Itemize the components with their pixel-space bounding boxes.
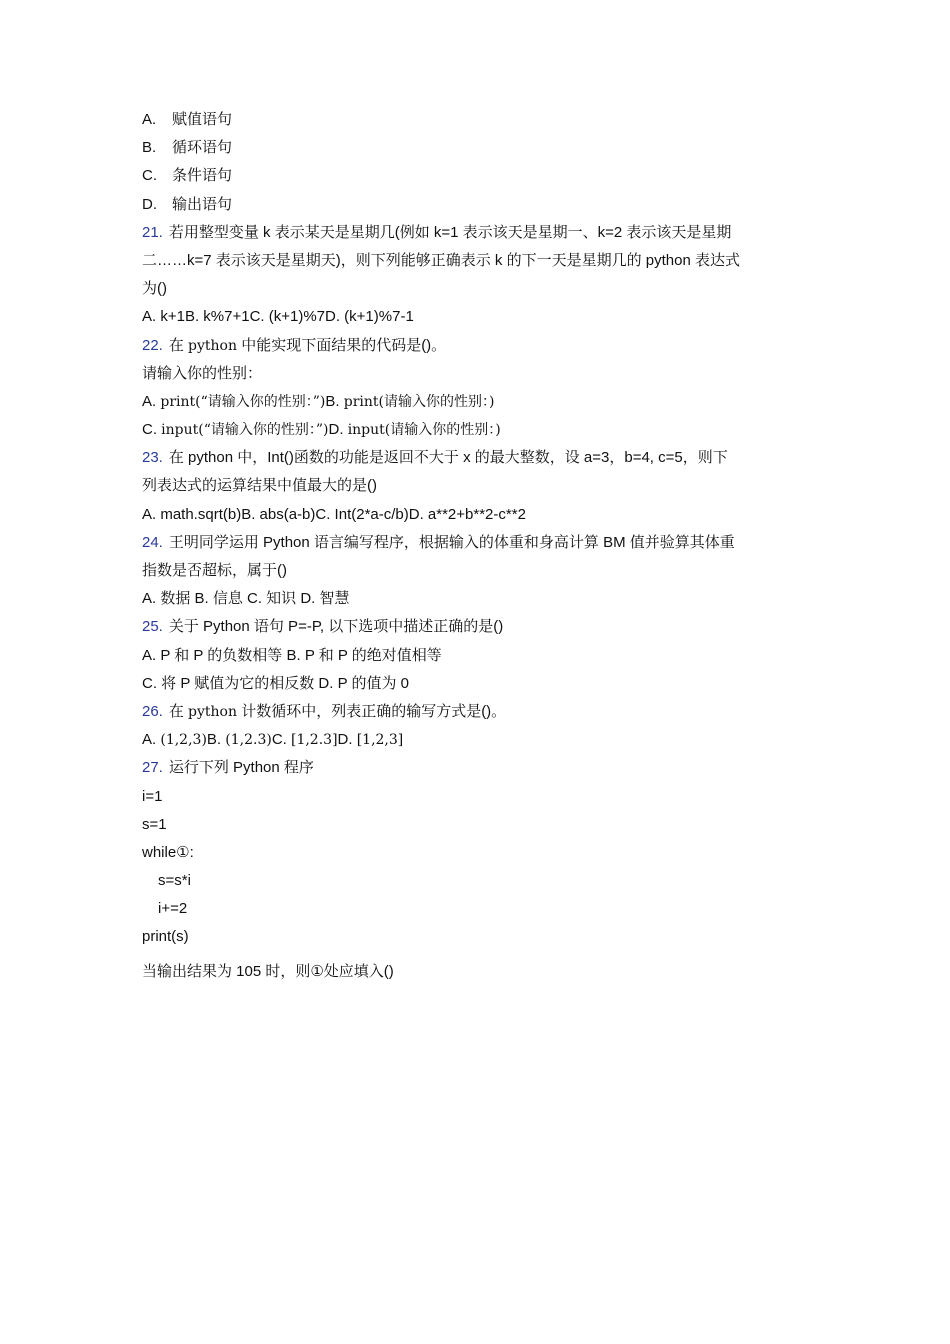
question-21-line-3: 为() bbox=[142, 280, 167, 298]
question-21-line-1: 21. 若用整型变量 k 表示某天是星期几(例如 k=1 表示该天是星期一、k=2 表示该天是星期 bbox=[142, 223, 732, 241]
question-number: 21. bbox=[142, 223, 163, 241]
question-number: 25. bbox=[142, 618, 163, 636]
question-23-options: A. math.sqrt(b)B. abs(a-b)C. Int(2*a-c/b)D. a**2+b**2-c**2 bbox=[142, 505, 526, 523]
question-25-stem: 25. 关于 Python 语句 P=-P, 以下选项中描述正确的是() bbox=[142, 618, 504, 636]
question-26-options: A. (1,2,3)B. (1,2.3)C. [1,2.3]D. [1,2,3] bbox=[142, 731, 404, 749]
code-line: i+=2 bbox=[158, 900, 188, 918]
code-line: print(s) bbox=[142, 928, 189, 946]
option-b: B. 循环语句 bbox=[142, 139, 233, 157]
question-23-line-1: 23. 在 python 中，Int()函数的功能是返回不大于 x 的最大整数，设 a=3，b=4, c=5，则下 bbox=[142, 449, 728, 467]
question-24-line-1: 24. 王明同学运用 Python 语言编写程序，根据输入的体重和身高计算 BM 值并验算其体重 bbox=[142, 533, 735, 551]
document-page bbox=[142, 106, 812, 986]
question-22-prompt: 请输入你的性别： bbox=[142, 364, 263, 382]
code-line: i=1 bbox=[142, 787, 163, 805]
question-number: 23. bbox=[142, 449, 163, 467]
question-number: 22. bbox=[142, 336, 163, 354]
question-21-line-2: 二……k=7 表示该天是星期天)，则下列能够正确表示 k 的下一天是星期几的 python 表达式 bbox=[142, 251, 740, 269]
question-27-stem: 27. 运行下列 Python 程序 bbox=[142, 759, 314, 777]
question-22-stem: 22. 在 python 中能实现下面结果的代码是()。 bbox=[142, 336, 447, 354]
code-line: while①: bbox=[142, 843, 194, 861]
question-25-options-1: A. P 和 P 的负数相等 B. P 和 P 的绝对值相等 bbox=[142, 646, 442, 664]
question-21-options: A. k+1B. k%7+1C. (k+1)%7D. (k+1)%7-1 bbox=[142, 308, 414, 326]
question-number: 24. bbox=[142, 533, 163, 551]
question-26-stem: 26. 在 python 计数循环中，列表正确的输写方式是()。 bbox=[142, 702, 507, 720]
question-24-line-2: 指数是否超标，属于() bbox=[142, 562, 287, 579]
option-a: A. 赋值语句 bbox=[142, 111, 233, 128]
question-number: 26. bbox=[142, 702, 163, 720]
question-27-question: 当输出结果为 105 时，则①处应填入() bbox=[142, 962, 394, 980]
question-24-options: A. 数据 B. 信息 C. 知识 D. 智慧 bbox=[142, 590, 350, 608]
code-line: s=1 bbox=[142, 815, 167, 833]
question-25-options-2: C. 将 P 赋值为它的相反数 D. P 的值为 0 bbox=[142, 674, 409, 692]
question-22-options-ab: A. print(“请输入你的性别：”)B. print(请输入你的性别：) bbox=[142, 392, 495, 410]
question-22-options-cd: C. input(“请输入你的性别：”)D. input(请输入你的性别：) bbox=[142, 421, 501, 439]
option-d: D. 输出语句 bbox=[142, 195, 233, 213]
option-c: C. 条件语句 bbox=[142, 167, 233, 185]
code-line: s=s*i bbox=[158, 872, 191, 890]
question-23-line-2: 列表达式的运算结果中值最大的是() bbox=[142, 477, 377, 495]
question-number: 27. bbox=[142, 759, 163, 777]
